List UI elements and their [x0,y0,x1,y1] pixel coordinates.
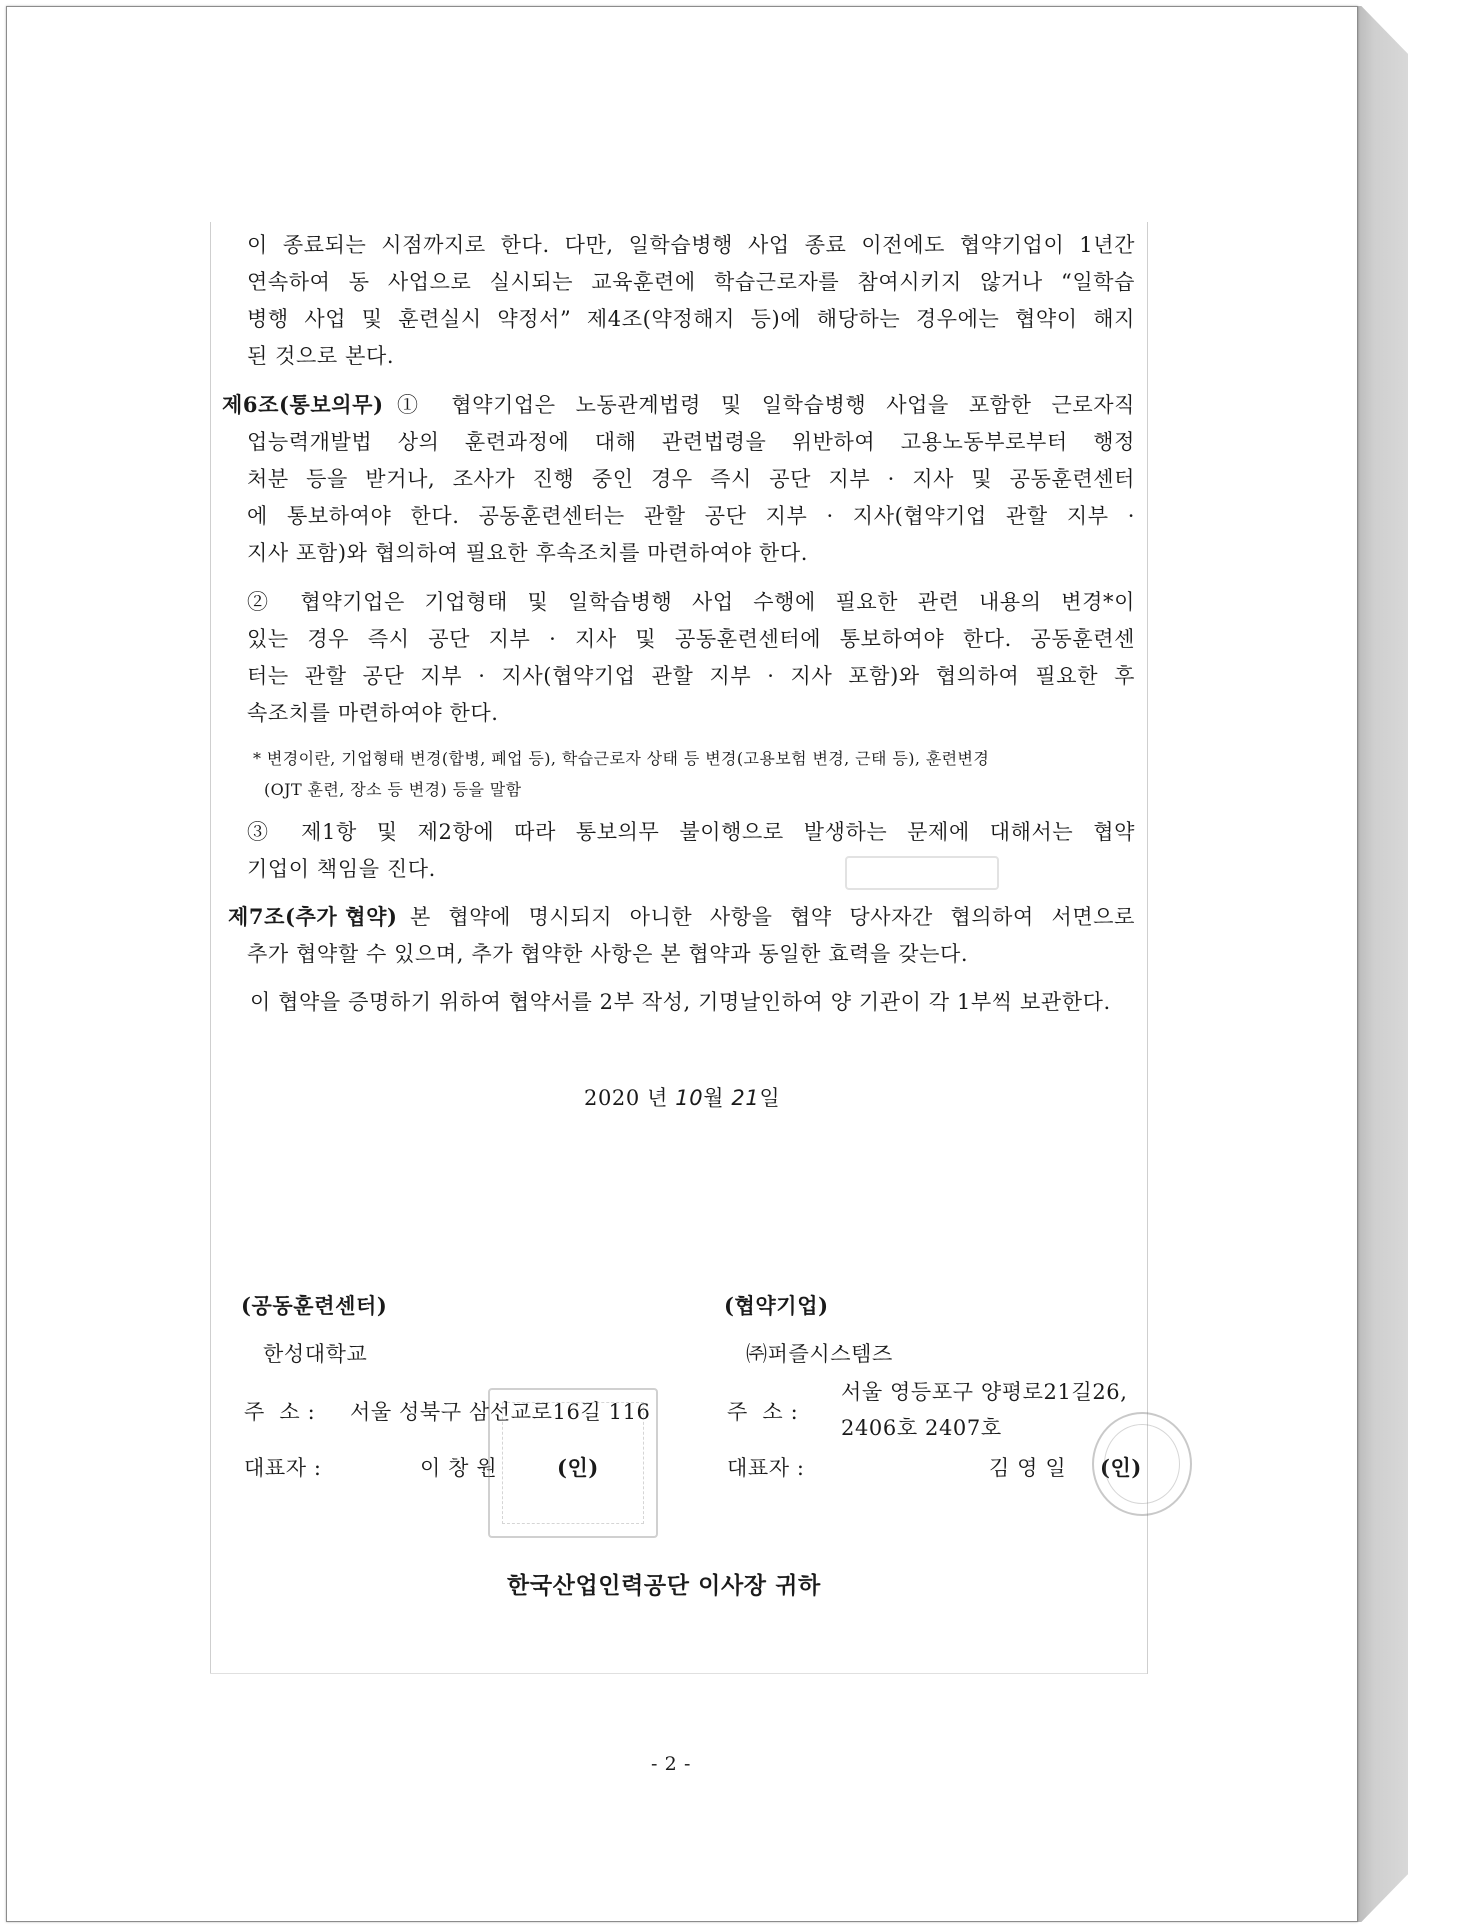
right-address-label: 주 소 : [727,1400,799,1424]
article6-p1-line-4: 에 통보하여야 한다. 공동훈련센터는 관할 공단 지부 · 지사(협약기업 관할 지부 · [247,504,1135,528]
stamp-bleed-mark [845,856,999,890]
page-stack-edge [1355,6,1408,1922]
article5-line-2: 연속하여 동 사업으로 실시되는 교육훈련에 학습근로자를 참여시키지 않거나 “일학습 [247,270,1135,294]
left-rep-label: 대표자 : [244,1456,322,1480]
scan-bottom-edge [210,1673,1147,1674]
date-day: 21 [731,1086,760,1110]
article6-p2-line-4: 속조치를 마련하여야 한다. [247,701,499,725]
page-number: - 2 - [651,1753,692,1775]
left-address-label: 주 소 : [244,1400,316,1424]
article6-note-line-2: (OJT 훈련, 장소 등 변경) 등을 말함 [264,780,522,799]
article6-note-line-1: * 변경이란, 기업형태 변경(합병, 폐업 등), 학습근로자 상태 등 변경(고용보험 변경, 근태 등), 훈련변경 [253,749,990,768]
article6-p2-line-2: 있는 경우 즉시 공단 지부 · 지사 및 공동훈련센터에 통보하여야 한다. 공동훈련센 [247,627,1135,651]
article6-p3-line-2: 기업이 책임을 진다. [247,857,436,881]
right-seal-mark: (인) [1100,1455,1142,1480]
left-seal-mark: (인) [557,1455,599,1480]
date-month: 10 [675,1086,704,1110]
left-official-seal [488,1388,658,1538]
left-party-role: (공동훈련센터) [241,1293,388,1318]
left-rep-name: 이 창 원 [420,1456,498,1480]
article5-line-1: 이 종료되는 시점까지로 한다. 다만, 일학습병행 사업 종료 이전에도 협약기업이 1년간 [247,233,1135,257]
right-rep-label: 대표자 : [727,1456,805,1480]
left-address: 서울 성북구 삼선교로16길 116 [350,1400,651,1424]
article7-line-1: 본 협약에 명시되지 아니한 사항을 협약 당사자간 협의하여 서면으로 [410,905,1135,929]
date-day-unit: 일 [759,1086,781,1110]
article6-p2-line-3: 터는 관할 공단 지부 · 지사(협약기업 관할 지부 · 지사 포함)와 협의하여 필요한 후 [247,664,1135,688]
date-year-unit: 년 [647,1086,669,1110]
date-month-unit: 월 [703,1086,725,1110]
article6-p2-line-1: ② 협약기업은 기업형태 및 일학습병행 사업 수행에 필요한 관련 내용의 변경*이 [247,590,1135,614]
article6-p1-line-2: 업능력개발법 상의 훈련과정에 대해 관련법령을 위반하여 고용노동부로부터 행정 [247,430,1135,454]
article6-heading: 제6조(통보의무) [222,392,384,417]
right-party-role: (협약기업) [724,1293,829,1318]
article7-line-2: 추가 협약할 수 있으며, 추가 협약한 사항은 본 협약과 동일한 효력을 갖는다. [247,942,969,966]
article6-p1-line-1: ① 협약기업은 노동관계법령 및 일학습병행 사업을 포함한 근로자직 [397,393,1135,417]
article6-p1-line-3: 처분 등을 받거나, 조사가 진행 중인 경우 즉시 공단 지부 · 지사 및 공동훈련센터 [247,467,1135,491]
right-address-line-2: 2406호 2407호 [841,1416,1002,1440]
article7-heading: 제7조(추가 협약) [228,904,398,929]
article5-line-4: 된 것으로 본다. [247,344,395,368]
date-year: 2020 [584,1086,640,1110]
closing-statement: 이 협약을 증명하기 위하여 협약서를 2부 작성, 기명날인하여 양 기관이 각 1부씩 보관한다. [250,990,1111,1014]
right-party-name: ㈜퍼즐시스템즈 [746,1342,893,1366]
right-official-seal [1092,1412,1192,1516]
addressee: 한국산업인력공단 이사장 귀하 [507,1572,821,1599]
article5-line-3: 병행 사업 및 훈련실시 약정서” 제4조(약정해지 등)에 해당하는 경우에는 협약이 해지 [247,307,1135,331]
agreement-date [584,1080,780,1116]
article6-p3-line-1: ③ 제1항 및 제2항에 따라 통보의무 불이행으로 발생하는 문제에 대해서는 협약 [247,820,1135,844]
right-address-line-1: 서울 영등포구 양평로21길26, [841,1380,1128,1404]
article6-p1-line-5: 지사 포함)와 협의하여 필요한 후속조치를 마련하여야 한다. [247,541,808,565]
right-rep-name: 김 영 일 [989,1456,1067,1480]
left-party-name: 한성대학교 [263,1342,368,1366]
